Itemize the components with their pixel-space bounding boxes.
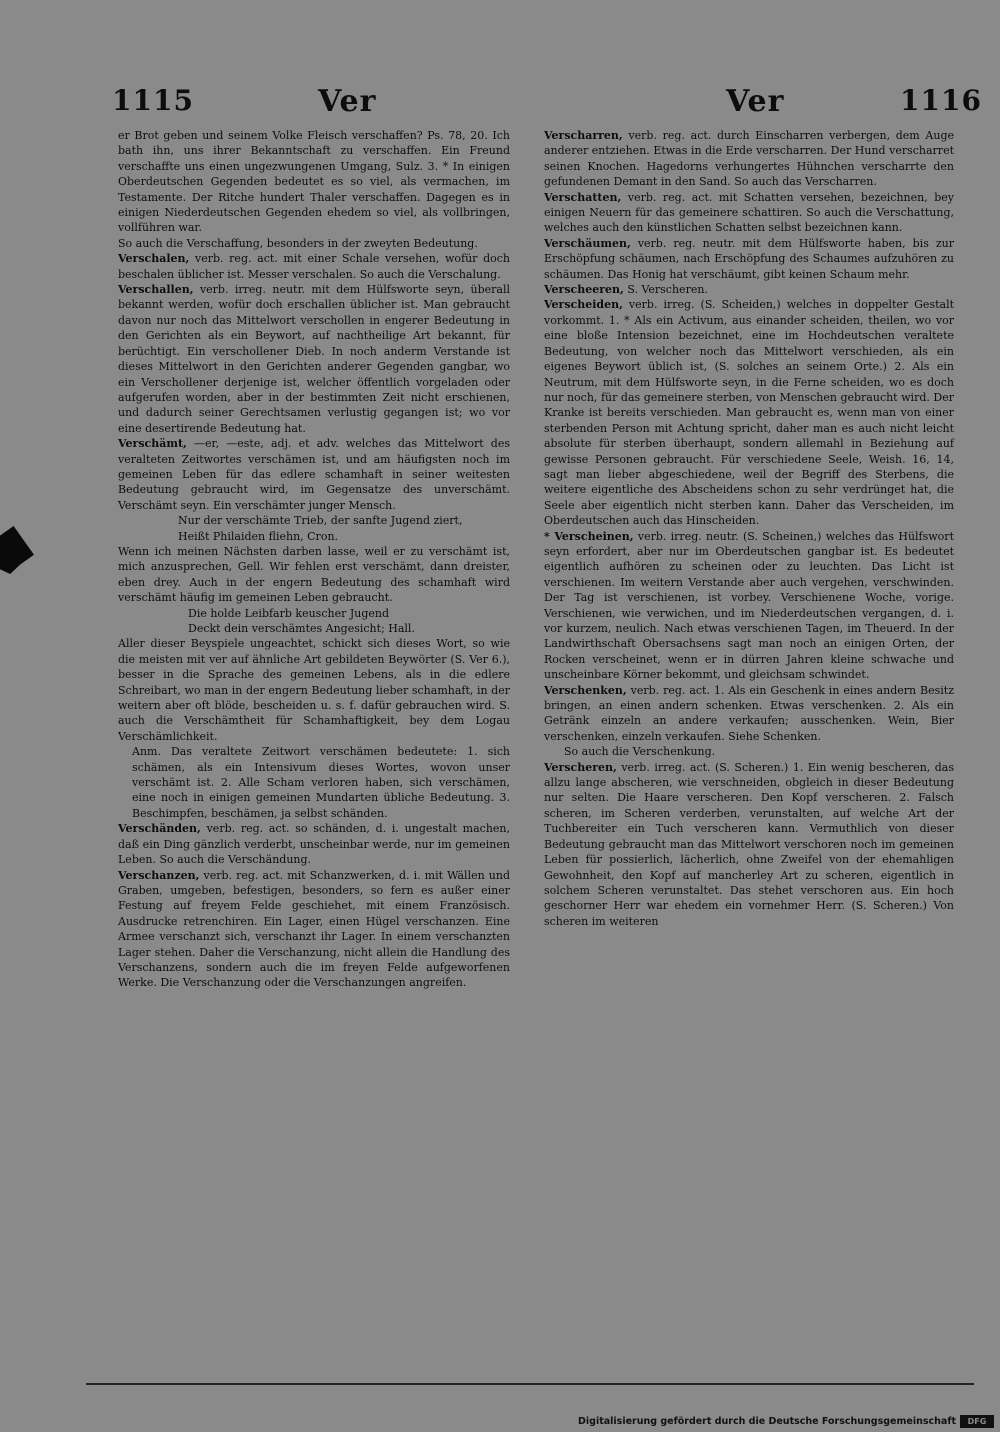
verse-quote: Die holde Leibfarb keuscher Jugend (188, 606, 390, 620)
entry-verscheren (544, 760, 954, 929)
page-number-right: 1116 (900, 84, 982, 117)
entry-verschaeumen (544, 236, 954, 282)
left-column (118, 128, 510, 991)
entry-text: verb. reg. act. durch Einscharren verbergen, dem Auge anderer entziehen. Etwas in die Erde verscharren. Der Hund verscharret seinen Knochen. Hagedorns verhungertes Hühnchen verscharrte den gefundenen Demant in den Sand. So auch das Verscharren. (544, 129, 954, 189)
entry-verscharren (544, 128, 954, 190)
headword: Verschalen, (118, 252, 190, 266)
entry-verschanzen (118, 868, 510, 991)
headword: Verscheiden, (544, 298, 623, 312)
entry-verschatten (544, 190, 954, 236)
right-column (544, 128, 954, 929)
entry-verschallen (118, 282, 510, 436)
headword: Verschenken, (544, 683, 627, 697)
entry-text: verb. irreg. neutr. (S. Scheinen,) welches das Hülfswort seyn erfordert, aber nur im Oberdeutschen gangbar ist. Es bedeutet eigentlich aufhören zu scheinen oder zu leuchten. Das Licht ist verschienen. Im weitern Verstande aber auch vergehen, verschwinden. Der Tag ist verschienen, ist vorbey. Verschienene Woche, vorige. Verschienen, wie verwichen, und im Niederdeutschen vergangen, d. i. vor kurzem, neulich. Nach etwas verschienen Tagen, im Theuerd. In der Landwirthschaft Obersachsens sagt man noch an einigen Orten, der Rocken verscheinet, wenn er in dürren Jahren kleine schwache und unscheinbare Körner bekommt, und gleichsam schwindet. (544, 529, 954, 682)
entry-text: Aller dieser Beyspiele ungeachtet, schickt sich dieses Wort, so wie die meisten mit ver auf ähnliche Art gebildeten Beywörter (S. Ver 6.), besser in die Sprache des gemeinen Lebens, als in die edlere Schreibart, wo man in der engern Bedeutung lieber schamhaft, in der weitern aber oft blöde, bescheiden u. s. f. dafür gebrauchen wird. S. auch die Verschämtheit für Schamhaftigkeit, bey dem Logau Verschämlichkeit. (118, 637, 510, 743)
verse-quote: Heißt Philaiden fliehn, Cron. (178, 529, 339, 543)
dfg-logo-icon: DFG (960, 1415, 994, 1428)
entry-text: Wenn ich meinen Nächsten darben lasse, weil er zu verschämt ist, mich anzusprechen, Gell. Wir fehlen erst verschämt, dann dreister, eben drey. Auch in der engern Bedeutung des schamhaft wird verschämt häufig im gemeinen Leben gebraucht. (118, 544, 510, 605)
entry-verschaemt (118, 436, 510, 513)
entry-text: S. Verscheren. (627, 283, 708, 297)
entry-verschenken (544, 683, 954, 745)
headword: Verscheeren, (544, 283, 624, 297)
headword: Verschämt, (118, 437, 187, 451)
entry-text: verb. reg. act. 1. Als ein Geschenk in eines andern Besitz bringen, an einen andern schenken. Etwas verschenken. 2. Als ein Getränk einzeln an andere verkaufen; ausschenken. Wein, Bier verschenken, einzeln verkaufen. Siehe Schenken. (544, 683, 955, 743)
headword: Verscharren, (544, 129, 623, 142)
headword: Verschanzen, (118, 868, 200, 882)
entry-text: verb. irreg. act. (S. Scheren.) 1. Ein wenig bescheren, das allzu lange abscheren, wie verschneiden, obgleich in dieser Bedeutung nur selten. Die Haare verscheren. Den Kopf verscheren. 2. Falsch scheren, im Scheren verderben, verunstalten, auf welche Art der Tuchbereiter ein Tuch verscheren kann. Vermuthlich von dieser Bedeutung gebraucht man das Mittelwort verschoren noch im gemeinen Leben für possierlich, lächerlich, ohne Zweifel von der ehemahligen Gewohnheit, den Kopf auf mancherley Art zu scheren, eigentlich in solchem Scheren verunstaltet. Das stehet verschoren aus. Ein hoch geschorner Herr war ehedem ein vornehmer Herr. (S. Scheren.) Von scheren im weiteren (544, 760, 954, 928)
entry-text: verb. reg. act. mit Schanzwerken, d. i. mit Wällen und Graben, umgeben, befestigen, besonders, so fern es außer einer Festung auf freyem Felde geschiehet, mit einem Französisch. Ausdrucke retrenchiren. Ein Lager, einen Hügel verschanzen. Eine Armee verschanzt sich, verschanzt ihr Lager. In einem verschanzten Lager stehen. Daher die Verschanzung, nicht allein die Handlung des Verschanzens, sondern auch die im freyen Felde aufgeworfenen Werke. Die Verschanzung oder die Verschanzungen angreifen. (118, 868, 510, 990)
entry-verscheeren (544, 282, 954, 297)
headword: Verschallen, (118, 283, 194, 297)
entry-tail-text: So auch die Verschenkung. (564, 745, 716, 759)
entry-text: verb. irreg. (S. Scheiden,) welches in doppelter Gestalt vorkommt. 1. * Als ein Activum, aus einander scheiden, theilen, wo vor eine bloße Intension bezeichnet, eine im Hochdeutschen veraltete Bedeutung, von welcher noch das Mittelwort verschieden, als ein eigenes Beywort üblich ist, (S. solches an seinem Orte.) 2. Als ein Neutrum, mit dem Hülfsworte seyn, in die Ferne scheiden, wo es doch nur noch, für das gemeinere sterben, von Menschen gebraucht wird. Der Kranke ist bereits verschieden. Man gebraucht es, wenn man von einer sterbenden Person mit Achtung spricht, daher man es auch nicht leicht absolute für sterben überhaupt, sondern allemahl in Beziehung auf gewisse Personen gebraucht. Für verschiedene Seele, Weish. 16, 14, sagt man lieber abgeschiedene, weil der Begriff des Sterbens, die weitere eigentliche des Abscheidens schon zu sehr verdrünget hat, die Seele aber eigentlich nicht sterben kann. Daher das Verscheiden, im Oberdeutschen auch das Hinscheiden. (544, 298, 955, 528)
bottom-rule (86, 1383, 974, 1385)
verse-quote: Nur der verschämte Trieb, der sanfte Jugend ziert, (178, 514, 463, 528)
entry-text: —er, —este, adj. et adv. welches das Mittelwort des veralteten Zeitwortes verschämen ist, und am häufigsten noch im gemeinen Leben für das edlere schamhaft in seiner weitesten Bedeutung gebraucht wird, im Gegensatze des unverschämt. Verschämt seyn. Ein verschämter junger Mensch. (118, 437, 510, 512)
continuation-text: er Brot geben und seinem Volke Fleisch verschaffen? Ps. 78, 20. Ich bath ihn, uns ihrer Bekanntschaft zu verschaffen. Ein Freund verschaffte uns einen ungezwungenen Umgang, Sulz. 3. * In einigen Oberdeutschen Gegenden bedeutet es so viel, als vermachen, im Testamente. Der Ritche hundert Thaler verschaffen. Dagegen es in einigen Niederdeutschen Gegenden ehedem so viel, als vollbringen, vollführen war. (118, 129, 510, 235)
headword: Verschatten, (544, 190, 622, 204)
annotation-text: Anm. Das veraltete Zeitwort verschämen bedeutete: 1. sich schämen, als ein Intensivum dieses Wortes, wovon unser verschämt ist. 2. Alle Scham verloren haben, sich verschämen, eine noch in einigen gemeinen Mundarten übliche Bedeutung. 3. Beschimpfen, beschämen, ja selbst schänden. (132, 745, 510, 820)
entry-text: verb. reg. act. mit Schatten versehen, bezeichnen, bey einigen Neuern für das gemeinere schattiren. So auch die Verschattung, welches auch den künstlichen Schatten selbst bezeichnen kann. (544, 190, 954, 235)
headword: Verscheren, (544, 760, 617, 774)
entry-verschaenden (118, 821, 510, 867)
continuation-text-2: So auch die Verschaffung, besonders in der zweyten Bedeutung. (118, 236, 478, 250)
entry-verschalen (118, 251, 510, 282)
page-number-left: 1115 (112, 84, 194, 117)
verse-quote: Deckt dein verschämtes Angesicht; Hall. (188, 622, 415, 635)
entry-text: verb. reg. act. mit einer Schale versehen, wofür doch beschalen üblicher ist. Messer verschalen. So auch die Verschalung. (118, 252, 510, 281)
headword: Verschänden, (118, 822, 201, 836)
headword: Verschäumen, (544, 236, 631, 250)
catchword-right: Ver (726, 84, 785, 119)
headword: * Verscheinen, (544, 529, 634, 543)
digitization-credit: Digitalisierung gefördert durch die Deutsche Forschungsgemeinschaft (578, 1416, 956, 1427)
entry-text: verb. reg. neutr. mit dem Hülfsworte haben, bis zur Erschöpfung schäumen, nach Erschöpfung des Schaumes aufzuhören zu schäumen. Das Honig hat verschäumt, gibt keinen Schaum mehr. (544, 236, 954, 281)
entry-verscheinen (544, 529, 954, 683)
catchword-left: Ver (318, 84, 377, 119)
entry-text: verb. irreg. neutr. mit dem Hülfsworte seyn, überall bekannt werden, wofür doch erschallen üblicher ist. Man gebraucht davon nur noch das Mittelwort verschollen in engerer Bedeutung in den Gerichten als ein Beywort, auf nachtheilige Art bekannt, für berüchtigt. Ein verschollener Dieb. In noch anderm Verstande ist dieses Mittelwort in den Gerichten anderer Gegenden gangbar, wo ein Verschollener derjenige ist, welcher öffentlich vorgeladen oder aufgerufen worden, aber in der bestimmten Zeit nicht erschienen, und dadurch seiner Gerechtsamen verlustig gegangen ist; wo vor eine desertirende Bedeutung hat. (118, 283, 511, 435)
ink-blot-mark (0, 526, 34, 574)
entry-text: verb. reg. act. so schänden, d. i. ungestalt machen, daß ein Ding gänzlich verderbt, unscheinbar werde, nur im gemeinen Leben. So auch die Verschändung. (118, 822, 510, 867)
entry-verscheiden (544, 297, 954, 528)
